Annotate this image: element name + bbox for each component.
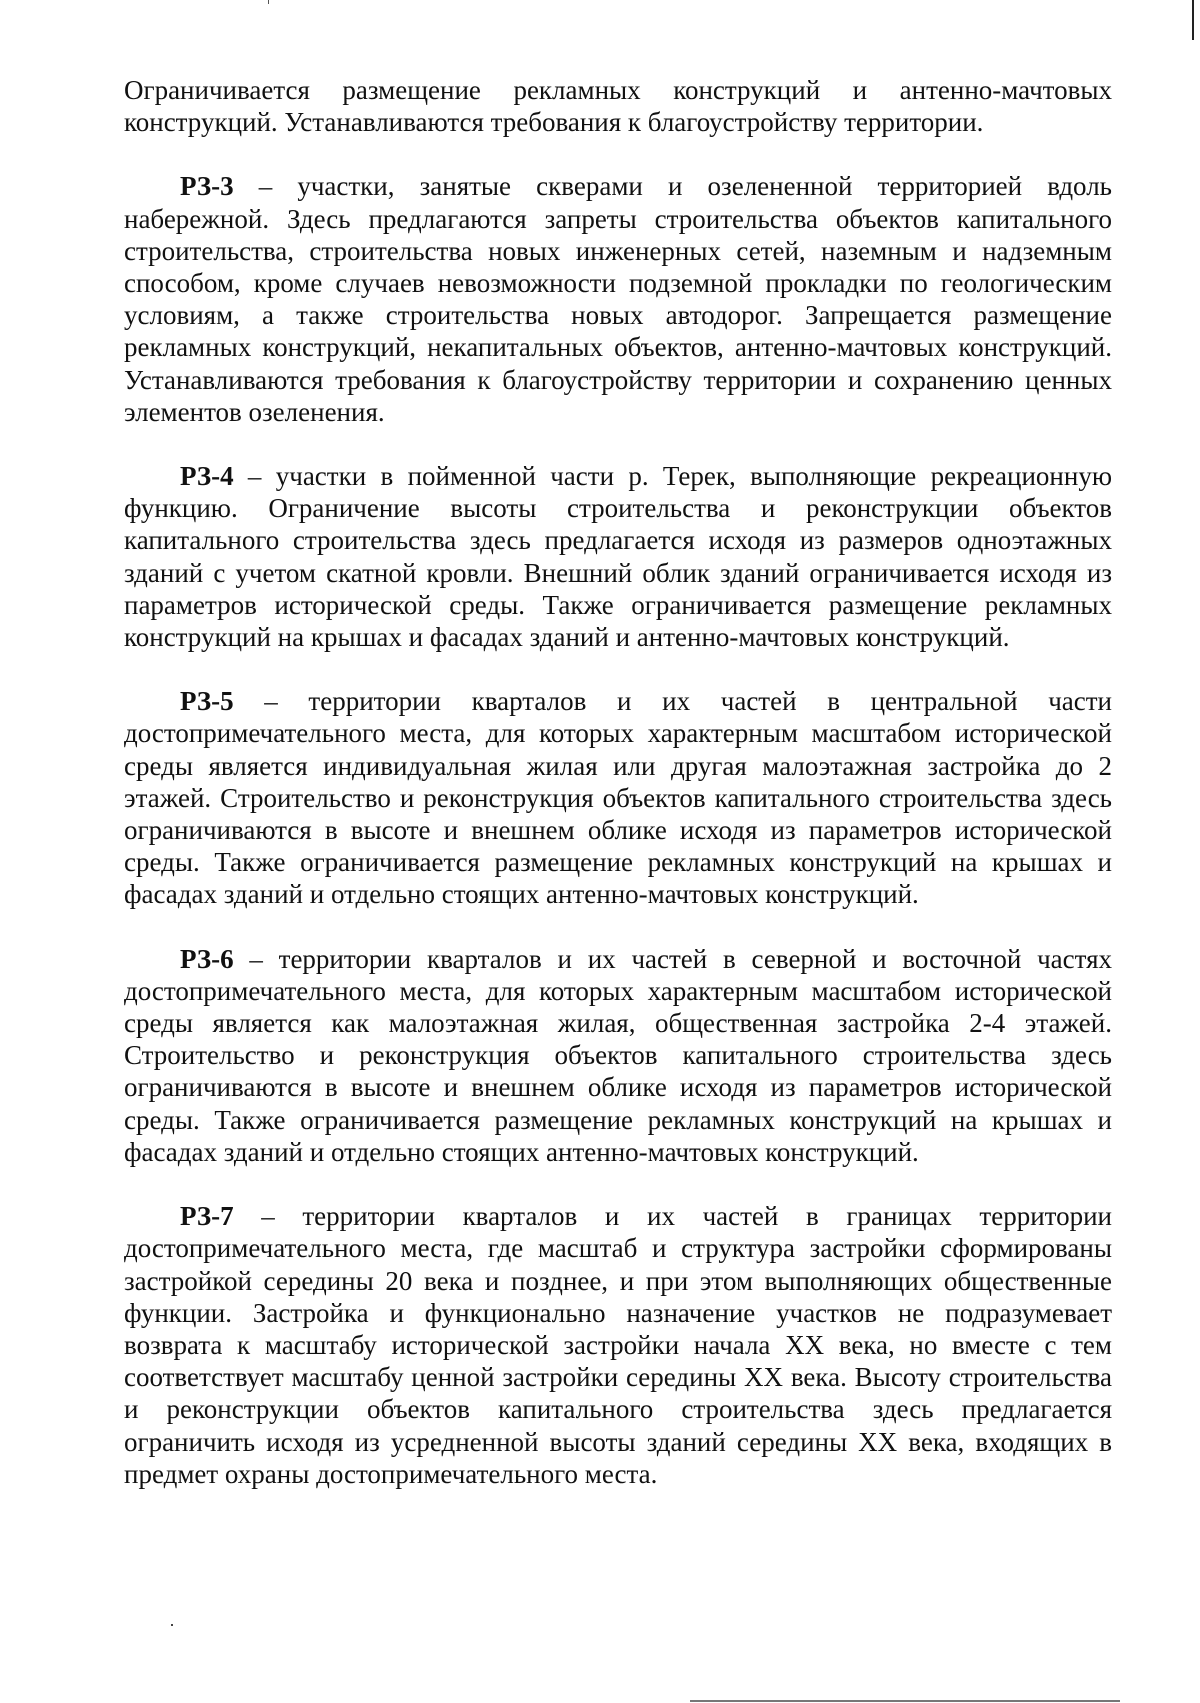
- document-body: [124, 74, 1112, 1490]
- zone-paragraph-rz5: [124, 685, 1112, 910]
- zone-paragraph-rz7: [124, 1200, 1112, 1490]
- zone-code: РЗ-6: [180, 943, 234, 974]
- zone-code: РЗ-5: [180, 686, 234, 717]
- scan-artifact-bottom-line: [690, 1700, 1120, 1702]
- zone-paragraph-rz4: [124, 460, 1112, 653]
- zone-paragraph-rz6: [124, 943, 1112, 1168]
- scan-artifact-top: [268, 0, 269, 4]
- zone-paragraph-rz3: [124, 170, 1112, 428]
- zone-code: РЗ-3: [180, 171, 234, 202]
- zone-description: – территории кварталов и их частей в границах территории достопримечательного места, где масштаб и структура застройки сформированы застройкой середины 20 века и позднее, и при этом выполняющих общественные функции. Застройка и функционально назначение участков не подразумевает возврата к масштабу исторической застройки начала XX века, но вместе с тем соответствует масштабу ценной застройки середины XX века. Высоту строительства и реконструкции объектов капитального строительства здесь предлагается ограничить исходя из усредненной высоты зданий середины XX века, входящих в предмет охраны достопримечательного места.: [124, 1201, 1112, 1489]
- scan-artifact-right-edge: [1192, 0, 1194, 40]
- zone-description: – участки в пойменной части р. Терек, выполняющие рекреационную функцию. Ограничение высоты строительства и реконструкции объектов капитального строительства здесь предлагается исходя из размеров одноэтажных зданий с учетом скатной кровли. Внешний облик зданий ограничивается исходя из параметров исторической среды. Также ограничивается размещение рекламных конструкций на крышах и фасадах зданий и антенно-мачтовых конструкций.: [124, 461, 1112, 653]
- zone-description: – территории кварталов и их частей в центральной части достопримечательного места, для которых характерным масштабом исторической среды является индивидуальная жилая или другая малоэтажная застройка до 2 этажей. Строительство и реконструкция объектов капитального строительства здесь ограничиваются в высоте и внешнем облике исходя из параметров исторической среды. Также ограничивается размещение рекламных конструкций на крышах и фасадах зданий и отдельно стоящих антенно-мачтовых конструкций.: [124, 686, 1112, 910]
- scan-artifact-dot: [171, 1624, 173, 1626]
- zone-code: РЗ-7: [180, 1201, 234, 1232]
- zone-description: – территории кварталов и их частей в северной и восточной частях достопримечательного места, для которых характерным масштабом исторической среды является как малоэтажная жилая, общественная застройка 2-4 этажей. Строительство и реконструкция объектов капитального строительства здесь ограничиваются в высоте и внешнем облике исходя из параметров исторической среды. Также ограничивается размещение рекламных конструкций на крышах и фасадах зданий и отдельно стоящих антенно-мачтовых конструкций.: [124, 943, 1112, 1167]
- zone-code: РЗ-4: [180, 461, 234, 492]
- zone-description: – участки, занятые скверами и озелененной территорией вдоль набережной. Здесь предлагаются запреты строительства объектов капитального строительства, строительства новых инженерных сетей, наземным и надземным способом, кроме случаев невозможности подземной прокладки по геологическим условиям, а также строительства новых автодорог. Запрещается размещение рекламных конструкций, некапитальных объектов, антенно-мачтовых конструкций. Устанавливаются требования к благоустройству территории и сохранению ценных элементов озеленения.: [124, 171, 1112, 427]
- intro-paragraph: Ограничивается размещение рекламных конструкций и антенно-мачтовых конструкций. Устанавливаются требования к благоустройству территории.: [124, 75, 1112, 138]
